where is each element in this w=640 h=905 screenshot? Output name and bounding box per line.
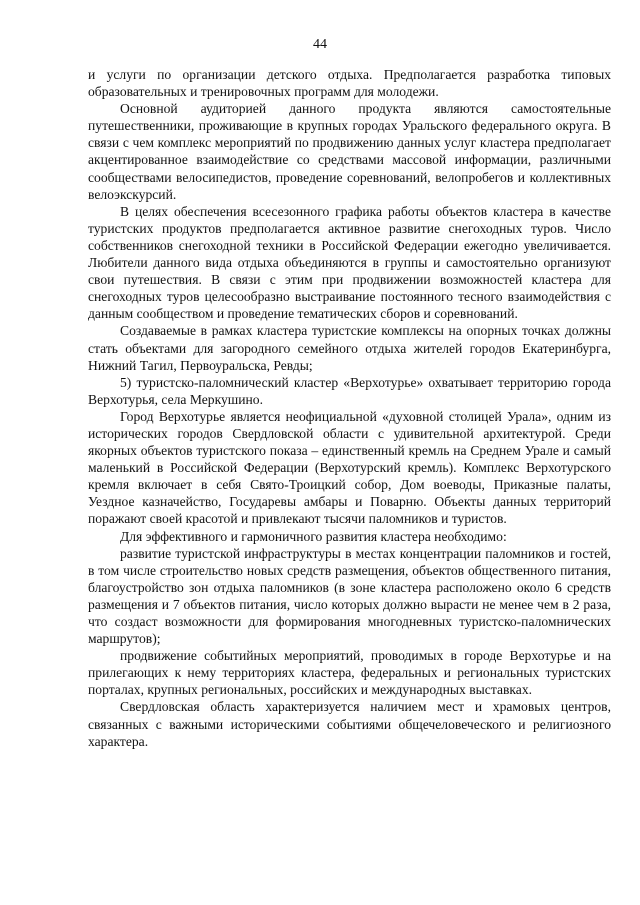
- paragraph: 5) туристско-паломнический кластер «Верхотурье» охватывает территорию города Верхотурья, села Меркушино.: [88, 374, 611, 407]
- paragraph: Для эффективного и гармоничного развития кластера необходимо:: [120, 528, 507, 544]
- paragraph: Свердловская область характеризуется наличием мест и храмовых центров, связанных с важными историческими событиями общечеловеческого и религиозного характера.: [88, 699, 611, 749]
- paragraph: Город Верхотурье является неофициальной «духовной столицей Урала», одним из исторических городов Свердловской области с удивительной архитектурой. Среди якорных объектов туристского показа – единственный кремль на Среднем Урале и самый маленький в Российской Федерации (Верхотурский кремль). Комплекс Верхотурского кремля включает в себя Свято-Троицкий собор, Дом воеводы, Приказные палаты, Уездное казначейство, Государевы амбары и Поварню. Объекты данных территорий поражают своей красотой и привлекают тысячи паломников и туристов.: [88, 408, 611, 527]
- paragraph: продвижение событийных мероприятий, проводимых в городе Верхотурье и на прилегающих к нему территориях кластера, федеральных и региональных туристских порталах, крупных региональных, российских и международных выставках.: [88, 648, 611, 698]
- paragraph: Создаваемые в рамках кластера туристские комплексы на опорных точках должны стать объектами для загородного семейного отдыха жителей городов Екатеринбурга, Нижний Тагил, Первоуральска, Ревды;: [88, 323, 611, 373]
- paragraph: Основной аудиторией данного продукта являются самостоятельные путешественники, проживающие в крупных городах Уральского федерального округа. В связи с чем комплекс мероприятий по продвижению данных услуг кластера предполагает акцентированное взаимодействие со средствами массовой информации, различными сообществами велосипедистов, проведение соревнований, велопробегов и коллективных велоэкскурсий.: [88, 101, 611, 202]
- page-number: 44: [313, 37, 327, 52]
- paragraph: и услуги по организации детского отдыха. Предполагается разработка типовых образовательных и тренировочных программ для молодежи.: [88, 67, 611, 100]
- document-body: [88, 66, 611, 750]
- paragraph: В целях обеспечения всесезонного графика работы объектов кластера в качестве туристских продуктов предполагается активное развитие снегоходных туров. Число собственников снегоходной техники в Российской Федерации ежегодно увеличивается. Любители данного вида отдыха объединяются в группы и самостоятельно организуют свои путешествия. В связи с этим при продвижении возможностей кластера для снегоходных туров целесообразно выстраивание постоянного тесного взаимодействия с данным сообществом и проведение тематических сборов и соревнований.: [88, 203, 611, 322]
- paragraph: развитие туристской инфраструктуры в местах концентрации паломников и гостей, в том числе строительство новых средств размещения, объектов общественного питания, благоустройство зон отдыха паломников (в зоне кластера расположено около 6 средств размещения и 7 объектов питания, число которых должно вырасти не менее чем в 2 раза, что создаст возможности для формирования многодневных туристско-паломнических маршрутов);: [88, 545, 611, 647]
